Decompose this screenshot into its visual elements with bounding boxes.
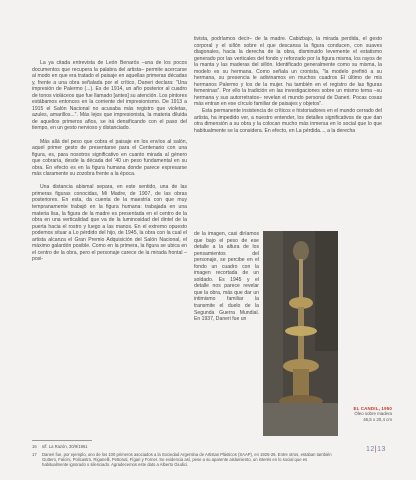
left-text-column bbox=[32, 60, 187, 263]
footnote bbox=[32, 452, 332, 468]
page-number-right: 13 bbox=[377, 446, 386, 453]
candil-painting bbox=[263, 231, 338, 436]
caption-size: 46,5 x 20,4 cm bbox=[363, 416, 392, 422]
paragraph: tivista, podríamos decir– de la madre. Cabizbajo, la mirada perdida, el gesto corporal y el sillón sobre el que descansa la figura conducen, con suaves diagonales, hacia la derecha de la obra, disminuido levemente el estatismo generado por las verticales del fondo y reforzado por la figura misma, los rayos de la manta y las maderas del sillón. Identificado generalmente como su misma, la modelo es su hermana. Como señala un cronista, "la modelo prefirió a su hermana, su presencia le adivinamos en muchos cuadros El último de mis hermanos Palermo y los de la mujer. ha también en el registro de las figuras femeninas". Por ello la tradición en las investigaciones sobre un mismo tema –su hermana y sus autorretratos– revelan el mundo personal de Daneri. Pocas cosas más entran en ese círculo familiar de paisajes y objetos". bbox=[194, 36, 382, 108]
right-text-column bbox=[194, 36, 382, 134]
paragraph: Esta permanente insistencia de críticos e historiadores en el mundo cerrado del artista, ha impedido ver, a nuestro entender, los detalles significativos de que dan otra dimensión a su obra y la colocan mucho más inmersa en lo social que lo que habitualmente se la considera. En efecto, en La pérdida..., a la derecha bbox=[194, 108, 382, 134]
painting-image bbox=[263, 231, 338, 436]
painting-caption bbox=[340, 406, 392, 422]
caption-medium: Óleo sobre madera bbox=[354, 411, 392, 417]
paragraph: La ya citada entrevista de León Benarós –una de los pocos documentos que recupera la palabra del artista– permite acercarse al modo en que era tratado el paisaje en aquellas primeras décadas y, frente a una obra señalada por el crítico, Daneri declara: "Una impresión de Palermo (...). Es de 1914, un año posterior al cuadro de tonos violáceos que fue llamado [antes] su atención. Los pintores estábamos entonces en la corriente del impresionismo. De 1913 a 1915 el Salón Nacional no acusaba más registro que violetas, azules, amarillos...". Más lejos que impresionista, la materia diluida de aquellos primeros años, se irá densificando con el paso del tiempo, en un gesto nervioso y distanciado. bbox=[32, 60, 187, 132]
page-number bbox=[366, 446, 386, 453]
image-wrap-text: de la imagen, casi diríamos que bajo el peso de ese detalle a la altura de los pensamientos del personaje, se percibe en el fondo un cuadro con la imagen recortada de un soldado. Es 1945 y el detalle nos parece revelar que la obra, más que dar un intimismo familiar la transmite el duelo de la Segunda Guerra Mundial. En 1937, Daneri fue un bbox=[194, 231, 259, 323]
caption-title: EL CANDIL, 1950 bbox=[353, 406, 392, 411]
footnote-number: 17 bbox=[32, 451, 37, 457]
footnote-text: Daneri fue, por ejemplo, uno de los 100 primeros asociados a la Sociedad Argentina de Artistas Plásticos (SAAP), en 1925-26. Entre otros, estaban también Guttero, Falcini, Policastro, Riganelli, Pettoruti, Fígari y Forner. Se evidencia así, pese a su aparente aislamiento, un interés en lo social que es habitualmente ignorado o silenciado. Agradecemos este dato a Alberto Giudici. bbox=[42, 451, 332, 468]
page-number-left: 12 bbox=[366, 446, 375, 453]
footnote-text: s/f. La Razón, 30/9/1961 bbox=[42, 444, 88, 449]
footnote bbox=[32, 444, 332, 449]
footnote-rule bbox=[32, 440, 92, 441]
paragraph: Una distancia abismal separa, en este sentido, una de las primeras figuras conocidas, Mi Madre, de 1907, de las obras posteriores. En esta, da cuenta de la maestría con que muy tempranamente trabajó en la figura humana: trabajada en una materia lisa, la figura de la madre es presentada en el centro de la obra en una verticalidad que va de la luminosidad del dintel de la puerta hacia el rostro y luego a las manos. En el extremo opuesto podemos situar a Lo pérdido del hijo, de 1945, la obra con la cual el artista alcanza el Gran Premio Adquisición del Salón Nacional, el máximo galardón posible. Como en la primera, la figura se ubica en el centro de la obra, pero el personaje carece de la mirada frontal –posi- bbox=[32, 184, 187, 263]
page-number-separator: | bbox=[374, 446, 378, 453]
footnote-number: 16 bbox=[32, 444, 37, 449]
paragraph: Más allá del peso que cobra el paisaje en los envíos al salón, aquel primer gesto de presentarse para el Centenario con una figura, es, para nosotros significativo en cuanto mirada al género que cobraría, desde la década del '40 un peso fundamental en su obra. En efecto es en la figura humana donde parece expresarse más claramente su zozobra frente a la época. bbox=[32, 138, 187, 178]
footnotes bbox=[32, 444, 332, 470]
